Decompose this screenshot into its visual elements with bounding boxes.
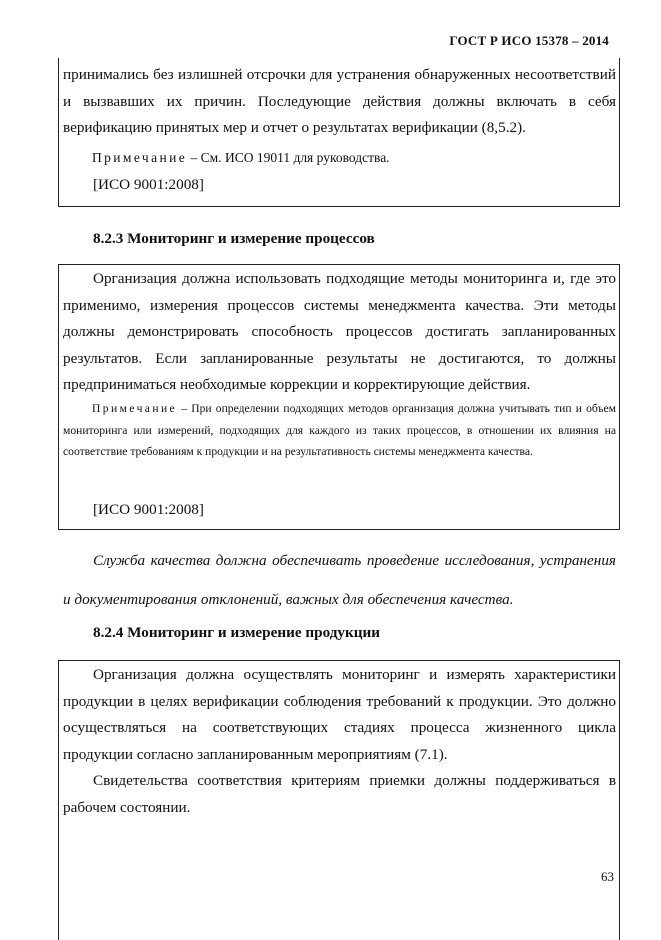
quality-service-paragraph: Служба качества должна обеспечивать проведение исследования, устранения и документирования отклонений, важных для обеспечения качества. [63, 552, 616, 608]
iso-reference: [ИСО 9001:2008] [93, 501, 204, 518]
section-heading-8-2-3: 8.2.3 Мониторинг и измерение процессов [93, 230, 375, 247]
note-text: – См. ИСО 19011 для руководства. [187, 150, 390, 165]
note-text: – При определении подходящих методов организация должна учитывать тип и объем мониторинга или измерений, подходящих для каждого из таких процессов, в отношении их влияния на соответствие требованиям к продукции и на результативность системы менеджмента качества. [63, 402, 616, 459]
paragraph-8-2-4-a: Организация должна осуществлять мониторинг и измерять характеристики продукции в целях верификации соблюдения требований к продукции. Это должно осуществляться на соответствующих стадиях процесса жизненного цикла продукции согласно запланированным мероприятиям (7.1). [63, 666, 616, 763]
continued-paragraph: принимались без излишней отсрочки для устранения обнаруженных несоответствий и вызвавших их причин. Последующие действия должны включать в себя верификацию принятых мер и отчет о результатах верификации (8,5.2). [63, 66, 616, 136]
iso-reference: [ИСО 9001:2008] [93, 176, 204, 193]
note-8-2-3 [63, 398, 616, 463]
note-label: Примечание [92, 402, 178, 415]
paragraph-8-2-4-b: Свидетельства соответствия критериям приемки должны поддерживаться в рабочем состоянии. [63, 772, 616, 816]
section-heading-8-2-4: 8.2.4 Мониторинг и измерение продукции [93, 624, 381, 641]
note-label: Примечание [92, 150, 188, 165]
note-iso19011 [63, 147, 616, 169]
page-number: 63 [601, 869, 614, 884]
paragraph-8-2-3: Организация должна использовать подходящие методы мониторинга и, где это применимо, измерения процессов системы менеджмента качества. Эти методы должны демонстрировать способность процессов достигать запланированных результатов. Если запланированные результаты не достигаются, то должны предприниматься необходимые коррекции и корректирующие действия. [63, 270, 616, 393]
document-header: ГОСТ Р ИСО 15378 – 2014 [449, 33, 609, 48]
